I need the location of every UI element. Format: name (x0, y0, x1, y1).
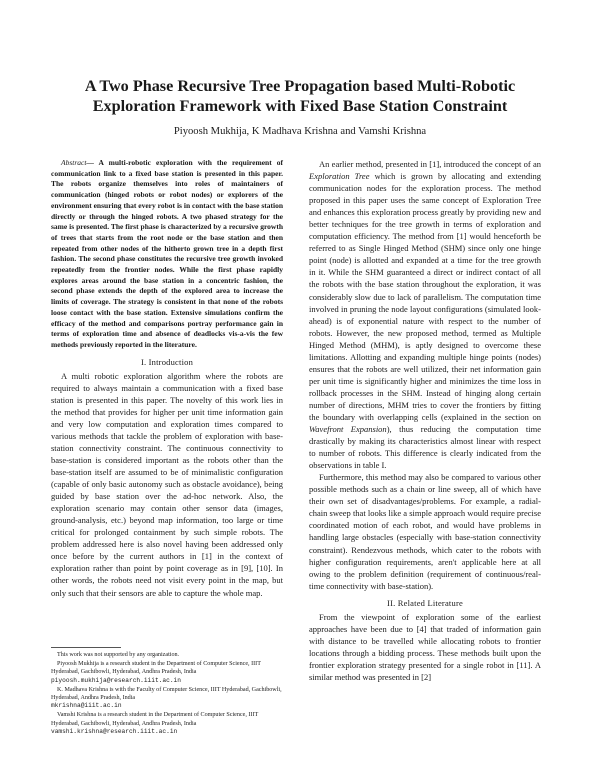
author-list: Piyoosh Mukhija, K Madhava Krishna and Vamshi Krishna (173, 126, 427, 137)
abstract-label: Abstract (61, 158, 87, 167)
section-heading-introduction: I. Introduction (140, 356, 194, 367)
right-column (309, 158, 541, 683)
paper-title: A Two Phase Recursive Tree Propagation based Multi-Robotic Exploration Framework with Fixed Base Station Constraint (84, 77, 516, 115)
footnote-divider (51, 647, 121, 648)
section-heading-related-literature: II. Related Literature (387, 597, 463, 608)
related-paragraph-1: From the viewpoint of exploration some of the earliest approaches have been due to [4] that traded of information gain with distance to be travelled while allocating robots to frontier locations through a bidding process. These methods built upon the frontier exploration strategy presented for a single robot in [11]. A similar method was presented in [2] (309, 611, 541, 682)
emphasis-exploration-tree: Exploration Tree (309, 171, 370, 182)
email-mukhija: piyoosh.mukhija@research.iiit.ac.in (51, 676, 181, 684)
email-vamshi: vamshi.krishna@research.iiit.ac.in (51, 727, 178, 735)
text-run: which is grown by allocating and extending communication nodes for the exploration process. The method proposed in this paper uses the same concept of Exploration Tree and enhances this exploration process greatly by providing new and better techniques for the tree growth in terms of exploration and computation efficiency. The method from [1] would henceforth be referred to as Single Hinged Method (SHM) since only one hinge point (node) is allotted and expanded at a time for the tree growth in it. While the SHM guaranteed a direct or indirect contact of all the robots with the base station throughout the exploration, it was considerably slow due to lack of parallelism. The computation time involved in pruning the node layout configurations (simulated look-ahead) is of exponential nature with respect to the number of robots. However, the new proposed method, termed as Multiple Hinged Method (MHM), is aptly designed to overcome these limitations. Allotting and expanding multiple hinge points (nodes) ensures that the robots are well utilized, their net information gain per unit time is significantly higher and minimizes the time loss in rollback processes in the SHM. Instead of hinging along certain number of directions, MHM tries to cover the frontiers by fitting the boundary with overlapping cells (explained in the section on (309, 171, 541, 422)
intro-paragraph-1: A multi robotic exploration algorithm where the robots are required to always maintain a communication with a fixed base station is presented in this paper. The novelty of this work lies in the method that provides for higher per unit time information gain and very low computation and exploration times compared to various methods that tackle the problem of exploration with base-station connectivity constraint. The continuous connectivity to base-station is considered important as the robots other than the base-station itself are assumed to be of minimalistic configuration (capable of only basic autonomy such as obstacle avoidance), being guided by base station over the ad-hoc network. Also, the exploration scenario may contain other sensor data (images, ground-analysis, etc.) beyond map information, too large or time critical for prolonged containment by such simple robots. The problem addressed here is also novel having been addressed only once before by the current authors in [1] in the context of exploration rather than point by point coverage as in [9], [10]. In other words, the robots need not visit every point in the map, but only such that their sensors are able to capture the whole map. (51, 370, 283, 598)
left-column (51, 158, 283, 599)
footnote-support: This work was not supported by any organization. (57, 652, 180, 658)
emphasis-wavefront-expansion: Wavefront Expansion (309, 424, 387, 435)
footnote-mukhija: Piyoosh Mukhija is a research student in the Department of Computer Science, IIIT Hyderabad, Gachibowli, Hyderabad, Andhra Pradesh, India (51, 661, 261, 676)
abstract (51, 158, 283, 351)
email-krishna: mkrishna@iiit.ac.in (51, 702, 122, 710)
footnote-krishna: K. Madhava Krishna is with the Faculty of Computer Science, IIIT Hyderabad, Gachibowli, Hyderabad, Andhra Pradesh, India (51, 686, 282, 702)
text-run: ), thus reducing the computation time drastically by making its characteristics almost linear with respect to number of robots. This difference is clearly indicated from the observations in table I. (309, 424, 541, 471)
footnotes (51, 647, 283, 736)
footnote-vamshi: Vamshi Krishna is a research student in the Department of Computer Science, IIIT Hyderabad, Gachibowli, Hyderabad, Andhra Pradesh, India (51, 712, 259, 727)
abstract-text: — A multi-robotic exploration with the requirement of communication link to a fixed base station is presented in this paper. The robots organize themselves into roles of maintainers of communication (hinged robots or robot nodes) or explorers of the environment ensuring that every robot is in contact with the base station directly or through the hinged robots. A two phased strategy for the same is presented. The first phase is characterized by a recursive growth of trees that starts from the root node or the base station and then repeated from other nodes of the hitherto grown tree in a depth first fashion. The second phase constitutes the recursive tree growth invoked repeatedly from the frontier nodes. While the first phase rapidly explores areas around the base station in a concentric fashion, the second phase extends the depth of the explored area to increase the limits of coverage. The strategy is consistent in that none of the robots loose contact with the base station. Extensive simulations confirm the efficacy of the method and comparisons portray performance gain in terms of exploration time and absence of deadlocks vis-a-vis the few methods previously reported in the literature. (51, 158, 283, 349)
text-run: An earlier method, presented in [1], introduced the concept of an (319, 159, 541, 169)
intro-paragraph-2 (309, 158, 541, 471)
intro-paragraph-3: Furthermore, this method may also be compared to various other possible methods such as a chain or line sweep, all of which have their own set of disadvantages/problems. For example, a radial-chain sweep that looks like a simple approach would require precise coordinated motion of each robot, and would have problems in handling large obstacles (especially with base-station connectivity constraint). Rendezvous methods, which cater to the robots with higher configuration requirements, aren't applicable here at all owing to the problem definition (requirement of continuous/real-time connectivity with base-station). (309, 472, 541, 591)
